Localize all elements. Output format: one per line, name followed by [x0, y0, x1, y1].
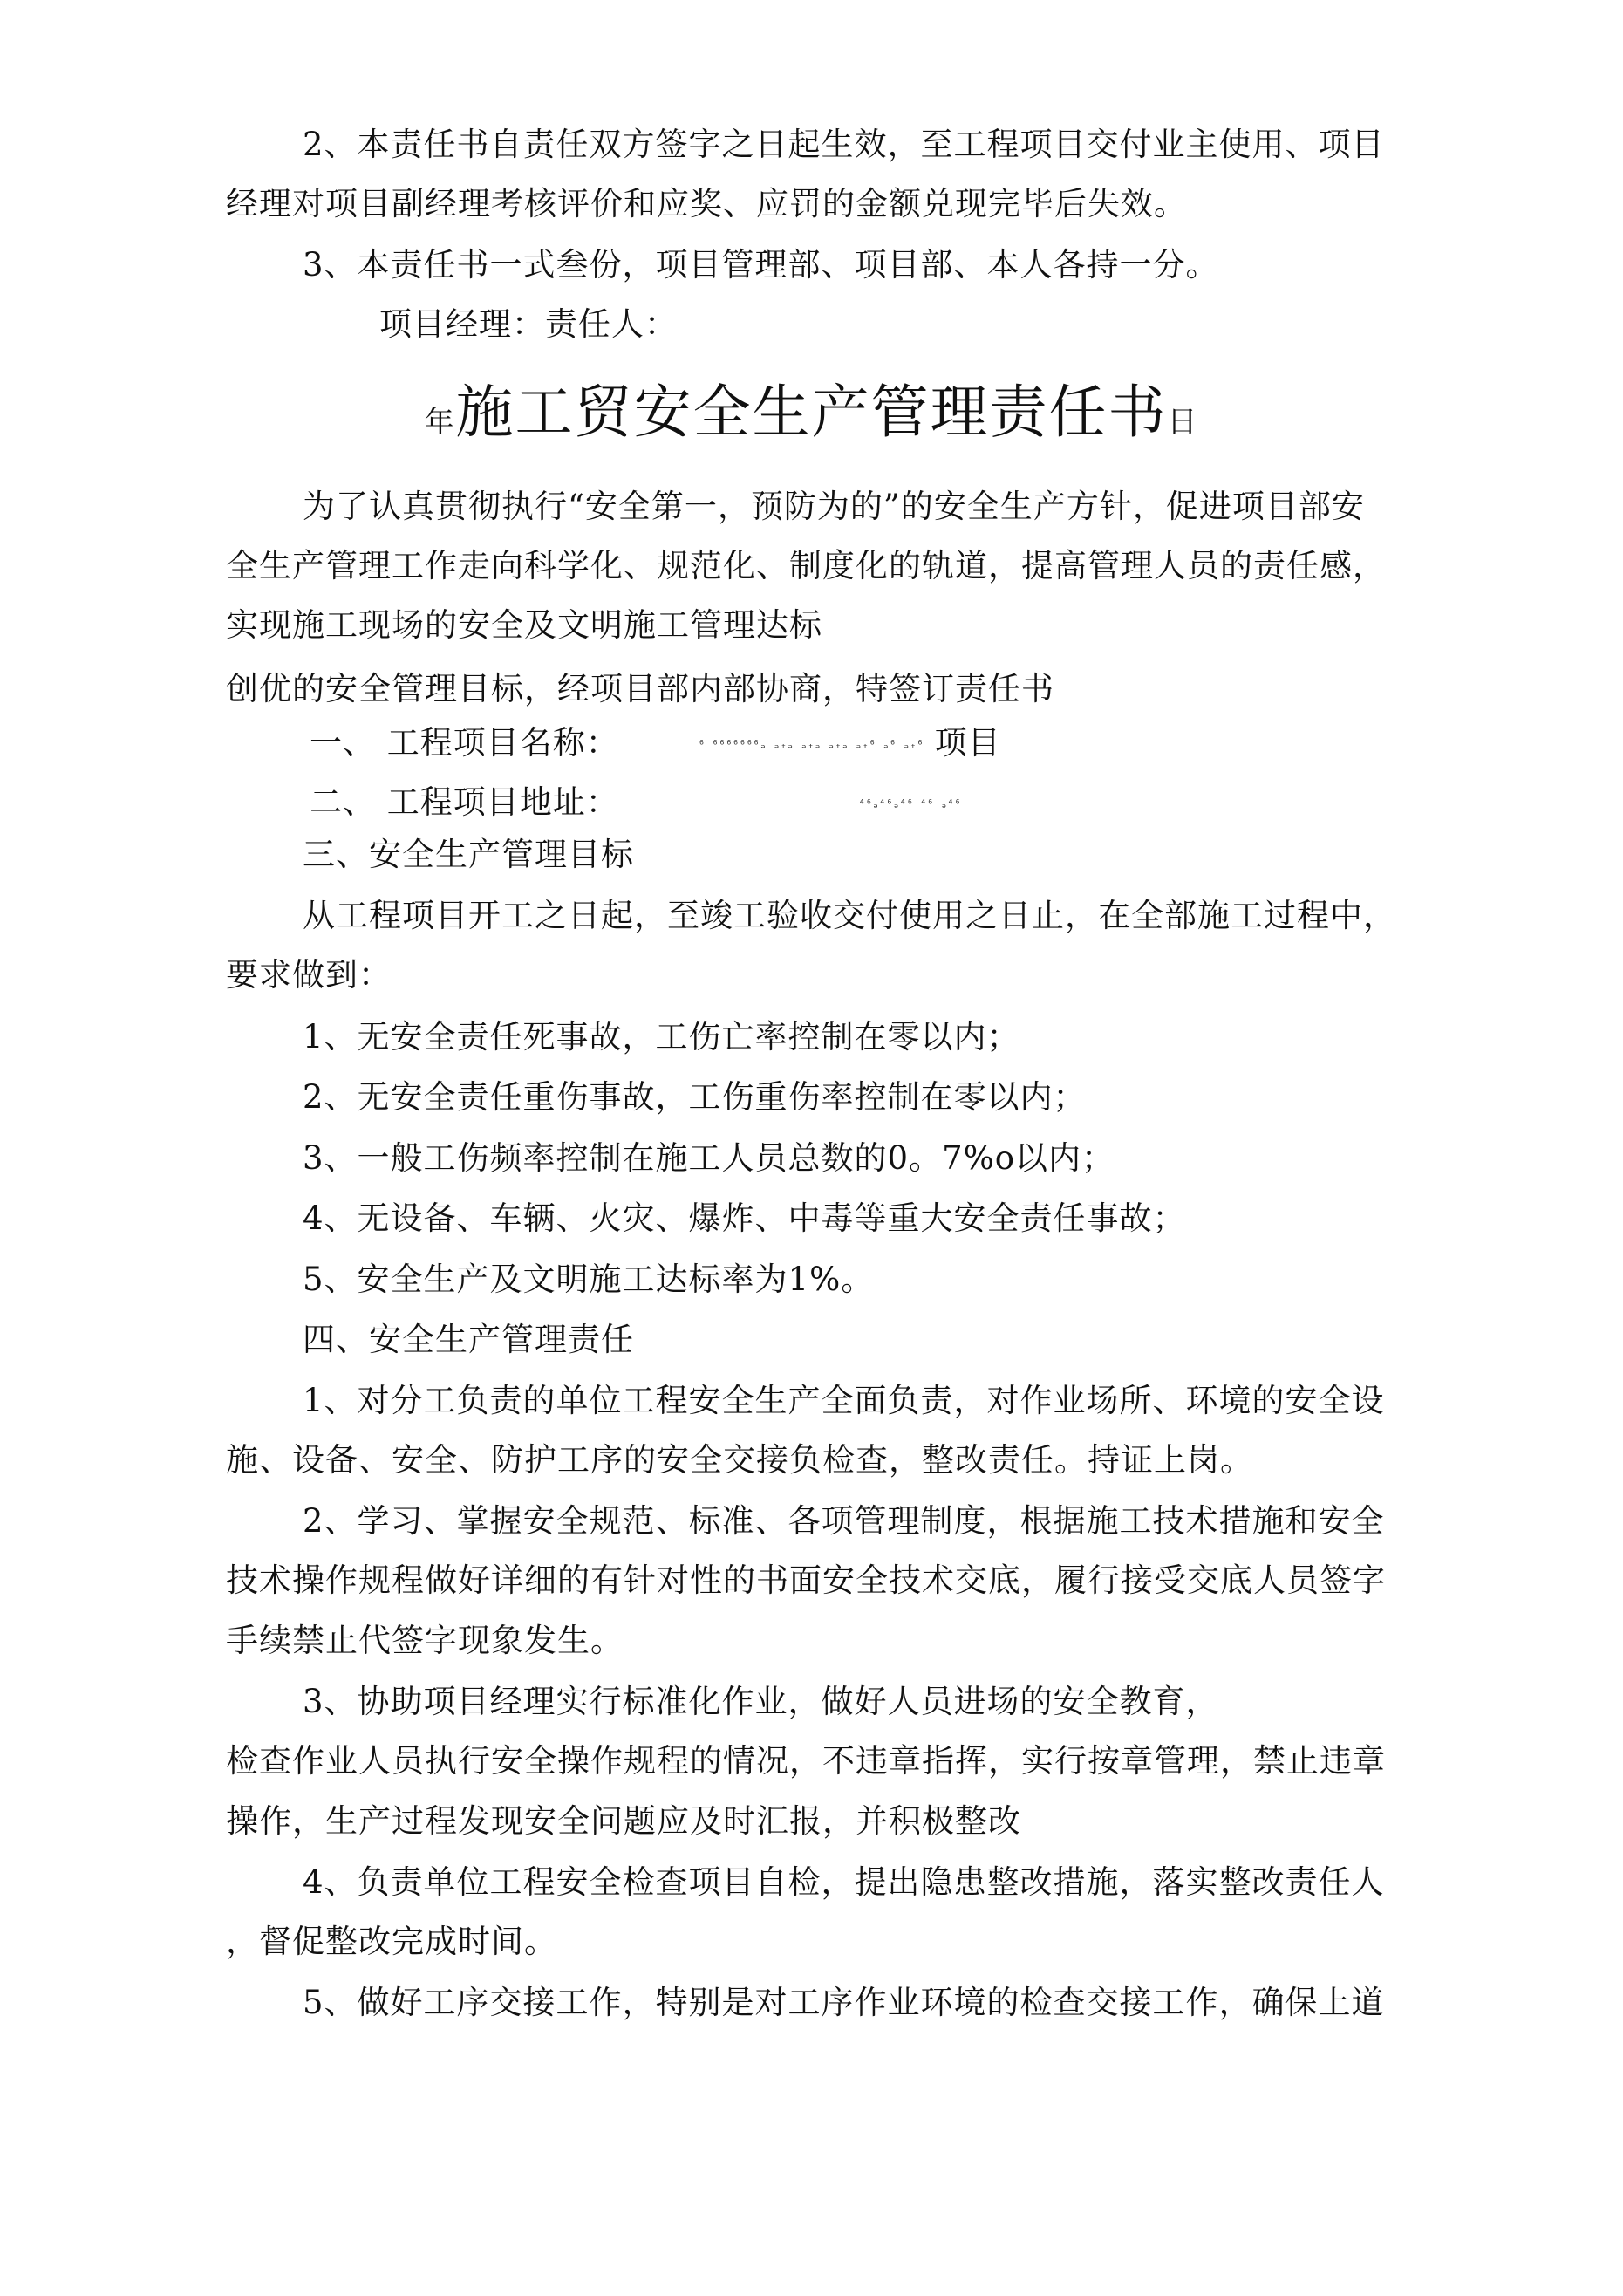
paragraph-line: ，督促整改完成时间。 [226, 1923, 557, 1960]
section-heading: 三、安全生产管理目标 [303, 836, 634, 873]
list-item: 4、无设备、车辆、火灾、爆炸、中毒等重大安全责任事故； [303, 1199, 1186, 1237]
paragraph-line: 从工程项目开工之日起，至竣工验收交付使用之日止，在全部施工过程中， [303, 897, 1396, 934]
paragraph-line: 操作，生产过程发现安全问题应及时汇报，并积极整改 [226, 1802, 1021, 1840]
project-name-row [310, 724, 1001, 762]
paragraph-line: 要求做到： [226, 956, 392, 994]
paragraph-line: 施、设备、安全、防护工序的安全交接负检查，整改责任。持证上岗。 [226, 1441, 1253, 1479]
paragraph-line: 创优的安全管理目标，经项目部内部协商，特签订责任书 [226, 670, 1054, 707]
project-address-placeholder: ⁴⁶ₔ⁴⁶ₔ⁴⁶ ⁴⁶ ₔ⁴⁶ [858, 797, 961, 811]
paragraph-line: 实现施工现场的安全及文明施工管理达标 [226, 606, 822, 644]
paragraph-line: 检查作业人员执行安全操作规程的情况，不违章指挥，实行按章管理，禁止违章 [226, 1742, 1386, 1780]
paragraph-line: 1、对分工负责的单位工程安全生产全面负责，对作业场所、环境的安全设 [303, 1382, 1385, 1419]
project-name-label: 一、 工程项目名称： [310, 724, 619, 762]
paragraph-line: 3、协助项目经理实行标准化作业，做好人员进场的安全教育， [303, 1683, 1219, 1720]
title-main: 施工贸安全生产管理责任书 [455, 379, 1168, 446]
list-item: 3、一般工伤频率控制在施工人员总数的0。7%o以内； [303, 1139, 1115, 1177]
title-suffix: 日 [1167, 405, 1199, 440]
project-address-label: 二、 工程项目地址： [310, 783, 619, 821]
paragraph-line: 技术操作规程做好详细的有针对性的书面安全技术交底，履行接受交底人员签字 [226, 1561, 1386, 1599]
title-prefix: 年 [424, 405, 456, 440]
paragraph-line: 4、负责单位工程安全检查项目自检，提出隐患整改措施，落实整改责任人 [303, 1863, 1385, 1901]
paragraph-line: 手续禁止代签字现象发生。 [226, 1622, 624, 1659]
paragraph-line: 全生产管理工作走向科学化、规范化、制度化的轨道，提高管理人员的责任感， [226, 547, 1386, 584]
paragraph-line: 为了认真贯彻执行“安全第一，预防为的”的安全生产方针，促进项目部安 [303, 488, 1365, 525]
section-heading: 四、安全生产管理责任 [303, 1321, 634, 1358]
document-title [0, 373, 1623, 461]
paragraph-line: 5、做好工序交接工作，特别是对工序作业环境的检查交接工作，确保上道 [303, 1984, 1385, 2021]
project-address-row [310, 783, 961, 822]
project-name-suffix: 项目 [934, 724, 1001, 762]
paragraph-line: 2、学习、掌握安全规范、标准、各项管理制度，根据施工技术措施和安全 [303, 1502, 1385, 1540]
list-item: 5、安全生产及文明施工达标率为1%。 [303, 1261, 875, 1298]
project-name-placeholder: ⁶ ⁶⁶⁶⁶⁶⁶⁶ₔ ₔₜₔ ₔₜₔ ₔₜₔ ₔₜ⁶ ₔ⁶ ₔₜ⁶ [698, 738, 924, 752]
signature-line: 项目经理：责任人： [379, 305, 678, 343]
list-item: 2、无安全责任重伤事故，工伤重伤率控制在零以内； [303, 1078, 1087, 1116]
paragraph-line: 3、本责任书一式叁份，项目管理部、项目部、本人各持一分。 [303, 246, 1219, 284]
paragraph-line: 经理对项目副经理考核评价和应奖、应罚的金额兑现完毕后失效。 [226, 185, 1187, 222]
list-item: 1、无安全责任死事故，工伤亡率控制在零以内； [303, 1018, 1020, 1056]
paragraph-line: 2、本责任书自责任双方签字之日起生效，至工程项目交付业主使用、项目 [303, 126, 1385, 163]
